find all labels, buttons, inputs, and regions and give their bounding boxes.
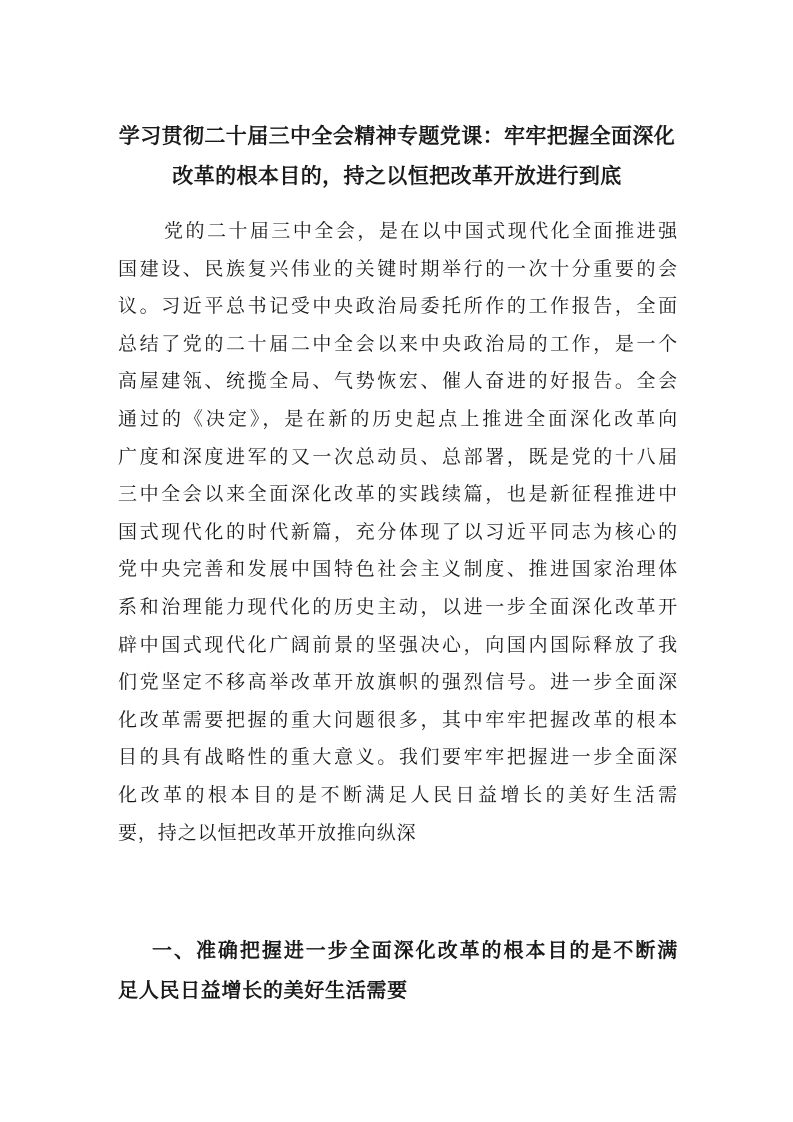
heading-line: 足人民日益增长的美好生活需要 [118,978,408,1002]
paragraph-line: 们党坚定不移高举改革开放旗帜的强烈信号。进一步全面深 [118,671,678,694]
intro-paragraph [118,213,678,852]
paragraph-line: 辟中国式现代化广阔前景的坚强决心，向国内国际释放了我 [118,633,678,656]
paragraph-line: 总结了党的二十届二中全会以来中央政治局的工作，是一个 [118,332,678,355]
paragraph-line: 党的二十届三中全会，是在以中国式现代化全面推进强 [164,220,678,242]
paragraph-line: 党中央完善和发展中国特色社会主义制度、推进国家治理体 [118,558,678,581]
paragraph-line: 国式现代化的时代新篇，充分体现了以习近平同志为核心的 [118,520,678,543]
heading-line: 一、准确把握进一步全面深化改革的根本目的是不断满 [152,938,678,962]
paragraph-line: 目的具有战略性的重大意义。我们要牢牢把握进一步全面深 [118,746,678,769]
paragraph-line: 通过的《决定》，是在新的历史起点上推进全面深化改革向 [118,407,678,430]
paragraph-line: 化改革的根本目的是不断满足人民日益增长的美好生活需 [118,783,678,806]
paragraph-line: 系和治理能力现代化的历史主动，以进一步全面深化改革开 [118,595,678,618]
paragraph-line: 化改革需要把握的重大问题很多，其中牢牢把握改革的根本 [118,708,678,731]
paragraph-line: 国建设、民族复兴伟业的关键时期举行的一次十分重要的会 [118,257,678,280]
paragraph-line: 高屋建瓴、统揽全局、气势恢宏、催人奋进的好报告。全会 [118,370,678,393]
document-title [112,116,682,196]
paragraph-line: 要，持之以恒把改革开放推向纵深 [118,821,417,844]
paragraph-line: 议。习近平总书记受中央政治局委托所作的工作报告，全面 [118,295,678,318]
title-line: 改革的根本目的，持之以恒把改革开放进行到底 [172,163,622,188]
title-line: 学习贯彻二十届三中全会精神专题党课：牢牢把握全面深化 [118,123,676,148]
paragraph-line: 三中全会以来全面深化改革的实践续篇，也是新征程推进中 [118,483,678,506]
section-heading [118,930,678,1010]
paragraph-line: 广度和深度进军的又一次总动员、总部署，既是党的十八届 [118,445,678,468]
